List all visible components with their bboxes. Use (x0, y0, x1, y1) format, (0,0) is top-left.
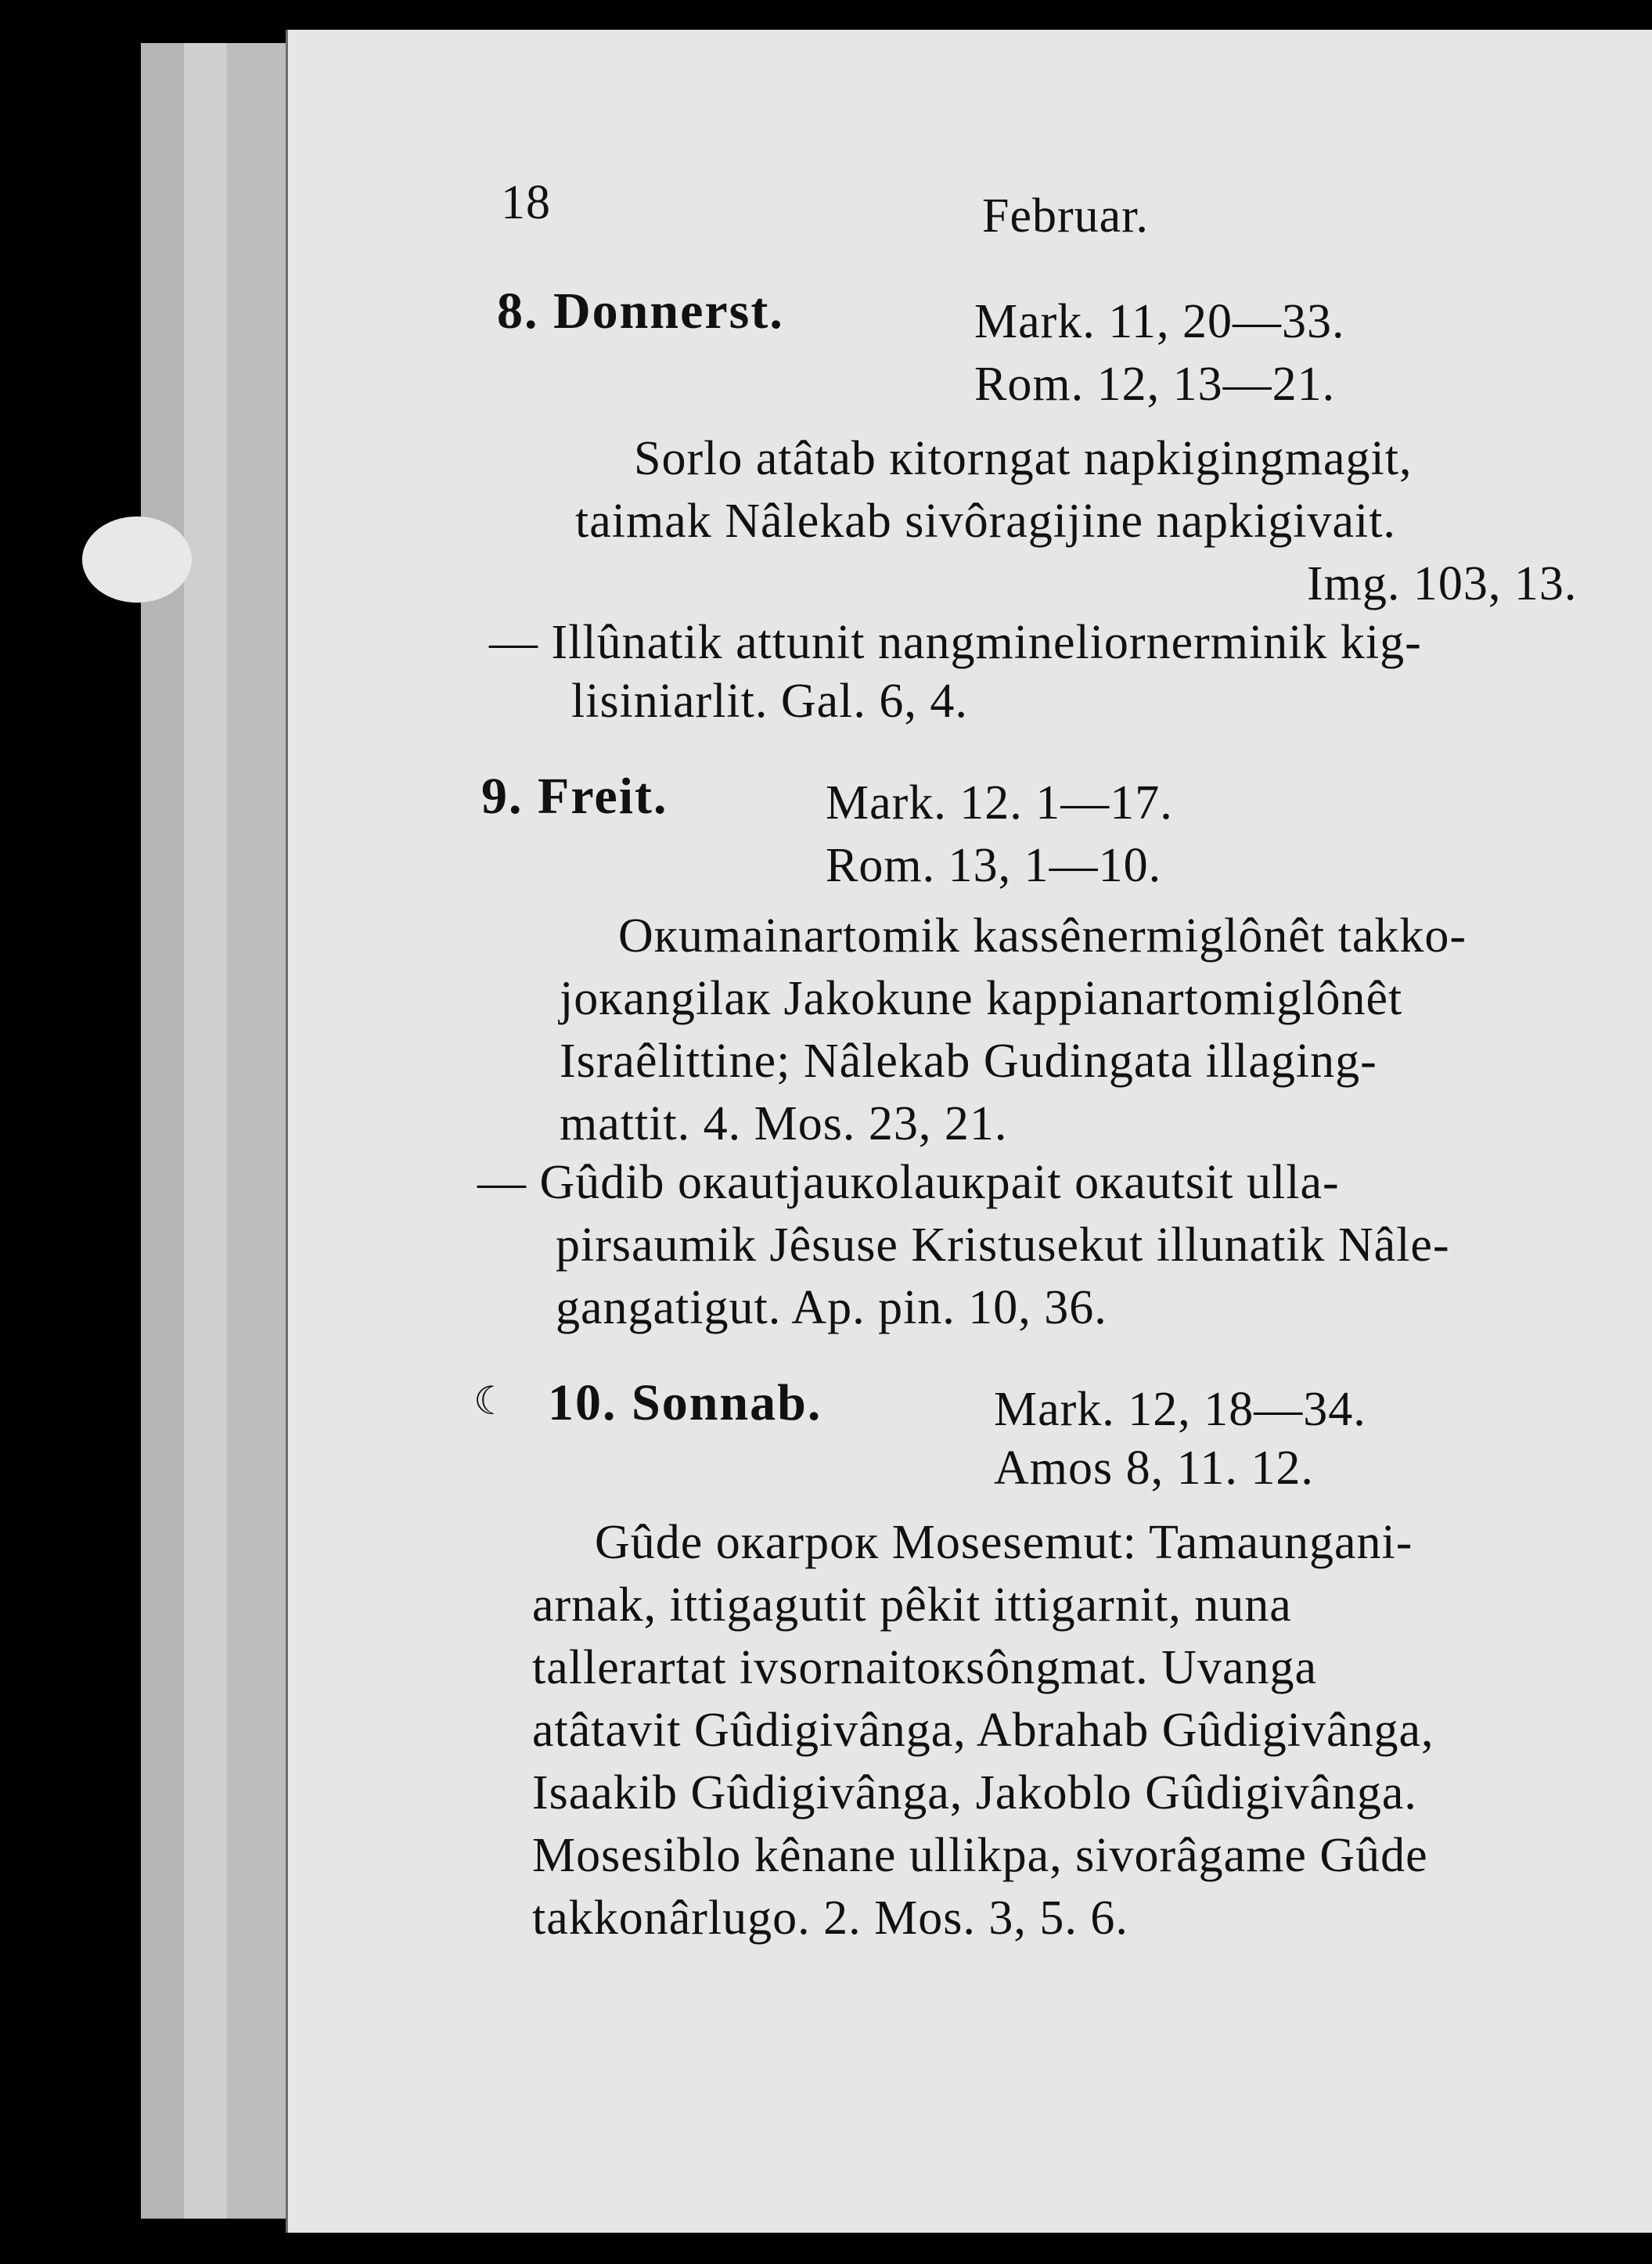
scripture-reference: Mark. 12, 18—34. (994, 1383, 1366, 1436)
text-line: pirsaumik Jêsuse Kristusekut illunatik Nâle- (556, 1218, 1450, 1272)
text-line: joкangilaк Jakokune kappianartomiglônêt (560, 972, 1403, 1025)
text-line: taimak Nâlekab sivôragijine napkigivait. (575, 495, 1396, 548)
scripture-reference: Mark. 12. 1—17. (826, 776, 1173, 830)
text-line: takkonârlugo. 2. Mos. 3, 5. 6. (532, 1891, 1128, 1945)
text-line: — Illûnatik attunit nangmineliornerminik kig- (489, 616, 1422, 669)
text-line: Isaakib Gûdigivânga, Jakoblo Gûdigivânga. (532, 1766, 1417, 1819)
day-heading: 9. Freit. (481, 768, 668, 825)
text-line: lisiniarlit. Gal. 6, 4. (571, 675, 968, 728)
day-heading: 8. Donnerst. (497, 283, 784, 340)
scripture-reference: Rom. 13, 1—10. (826, 839, 1162, 892)
text-line: atâtavit Gûdigivânga, Abrahab Gûdigivânga, (532, 1704, 1434, 1757)
text-line: — Gûdib oкautjauкolauкpait oкautsit ulla- (477, 1156, 1340, 1209)
text-line: Mosesiblo kênane ullikpa, sivorâgame Gûde (532, 1829, 1428, 1882)
paper-blot (82, 517, 192, 603)
moon-phase-icon: ☾ (473, 1379, 509, 1423)
scripture-reference: Rom. 12, 13—21. (974, 358, 1336, 411)
text-line: arnak, ittigagutit pêkit ittigarnit, nuna (532, 1578, 1292, 1632)
text-line: Img. 103, 13. (1307, 557, 1578, 610)
text-line: Sorlo atâtab кitorngat napkigingmagit, (634, 432, 1413, 485)
page-heading-month: Februar. (982, 189, 1149, 243)
scripture-reference: Mark. 11, 20—33. (974, 295, 1345, 348)
text-line: tallerartat ivsornaitoкsôngmat. Uvanga (532, 1641, 1317, 1694)
text-line: mattit. 4. Mos. 23, 21. (560, 1097, 1008, 1150)
scripture-reference: Amos 8, 11. 12. (994, 1442, 1314, 1495)
text-line: Oкumainartomik kassênermiglônêt takko- (618, 909, 1467, 963)
page-number: 18 (501, 176, 551, 229)
text-line: Gûde oкarpoк Mosesemut: Tamaungani- (595, 1516, 1413, 1569)
day-heading: 10. Sonnab. (548, 1374, 822, 1431)
text-line: Israêlittine; Nâlekab Gudingata illaging- (560, 1035, 1377, 1088)
text-line: gangatigut. Ap. pin. 10, 36. (556, 1281, 1107, 1334)
